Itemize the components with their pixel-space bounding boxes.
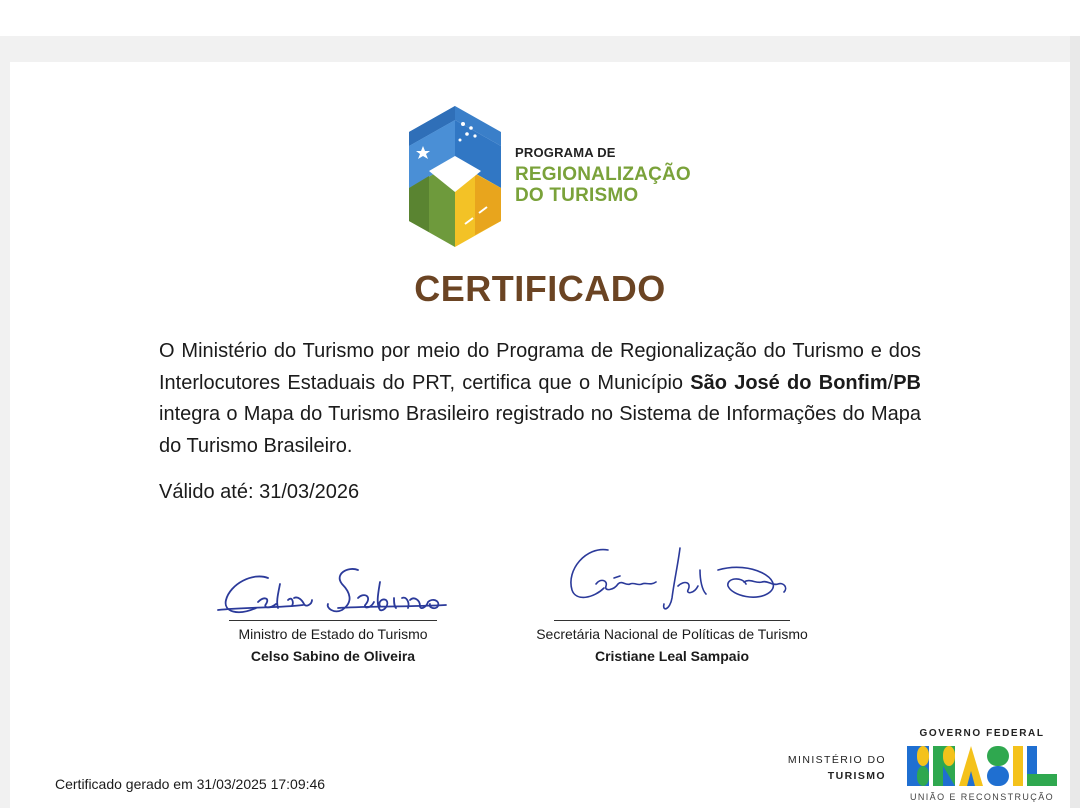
valid-until: Válido até: 31/03/2026 [159, 481, 360, 503]
government-logo [902, 728, 1062, 802]
certificate-page [10, 62, 1070, 808]
state-code: PB [893, 371, 921, 394]
body-intro: O Ministério do Turismo por meio do Programa de Regionalização do Turismo e dos Interlocutores Estaduais do PRT, certifica que o Município [159, 340, 921, 394]
body-separator: / [887, 371, 894, 394]
logo-line-1: PROGRAMA DE [515, 145, 616, 160]
ministry-line-1: MINISTÉRIO DO [787, 754, 886, 766]
ministry-logo [770, 752, 886, 784]
prt-logo [405, 104, 705, 249]
logo-line-2: REGIONALIZAÇÃO [515, 164, 691, 185]
scroll-shade [1070, 36, 1080, 808]
logo-line-3: DO TURISMO [515, 185, 639, 206]
signature-name: Celso Sabino de Oliveira [250, 648, 416, 664]
certificate-body [159, 336, 921, 462]
signature-secretary-image [522, 540, 822, 620]
municipality-name: São José do Bonfim [690, 371, 888, 394]
signature-role: Secretária Nacional de Políticas de Turismo [536, 626, 808, 642]
government-top-text: GOVERNO FEDERAL [919, 728, 1045, 739]
ministry-line-2: TURISMO [827, 770, 886, 782]
signature-line-minister [229, 620, 437, 621]
top-band [0, 0, 1080, 36]
signature-block-secretary [520, 540, 824, 664]
prt-logo-icon [405, 104, 505, 249]
certificate-title: CERTIFICADO [414, 268, 666, 309]
signature-role: Ministro de Estado do Turismo [238, 626, 428, 642]
prt-logo-wordmark [515, 146, 691, 205]
brasil-wordmark-icon [905, 743, 1059, 789]
government-bottom-text: UNIÃO E RECONSTRUÇÃO [909, 792, 1054, 802]
signature-line-secretary [554, 620, 790, 621]
body-outro: integra o Mapa do Turismo Brasileiro registrado no Sistema de Informações do Mapa do Turismo Brasileiro. [159, 403, 921, 457]
signature-minister-image [208, 558, 458, 620]
signature-block-minister [205, 558, 461, 664]
generated-timestamp: Certificado gerado em 31/03/2025 17:09:46 [55, 776, 326, 792]
signature-name: Cristiane Leal Sampaio [594, 648, 750, 664]
